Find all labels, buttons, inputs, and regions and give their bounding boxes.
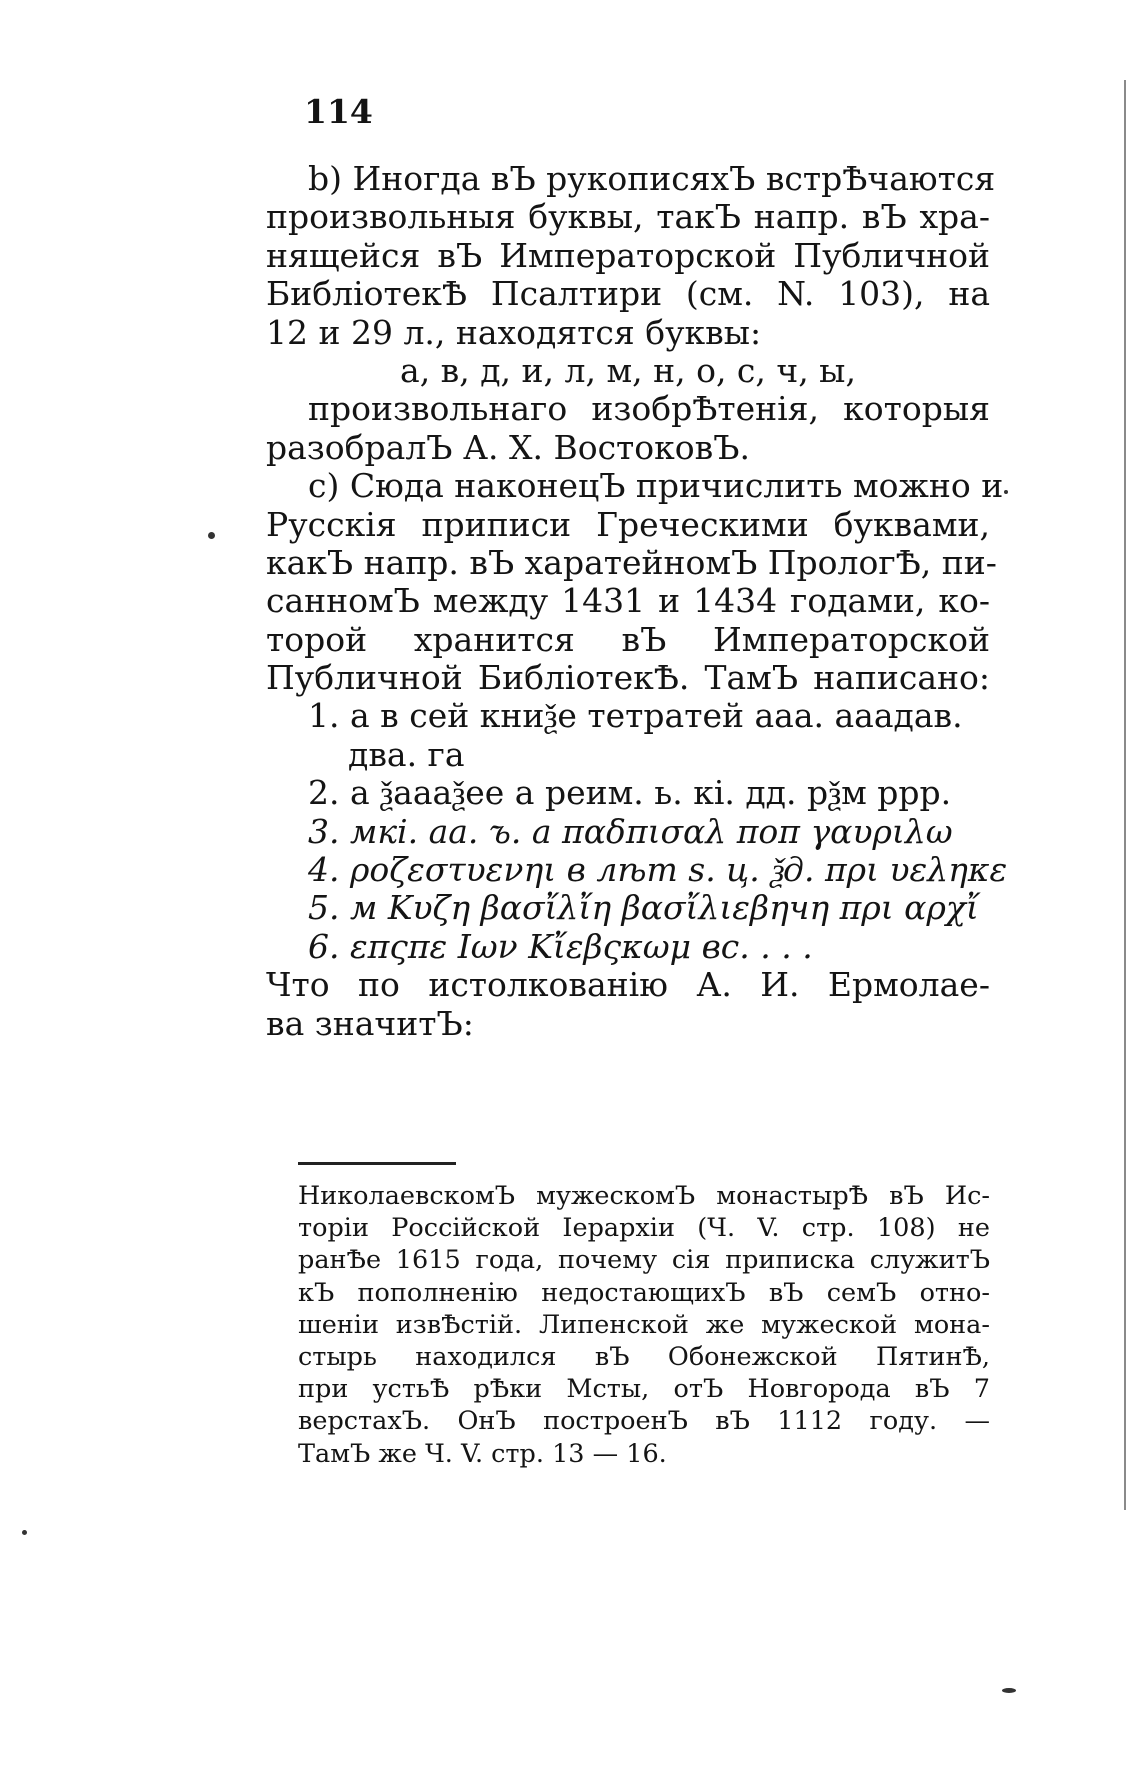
footnote-rule [298, 1162, 456, 1165]
text-line: торой хранится вЪ Императорской [266, 619, 990, 659]
main-text [266, 159, 1008, 1043]
footnote-line: НиколаевскомЪ мужескомЪ монастырѢ вЪ Ис- [298, 1181, 990, 1211]
text-line: Русскiя приписи Греческими буквами, [266, 504, 990, 544]
inscription-line: два. га [348, 734, 465, 774]
inscription-line: 6. επςπε Ιων Κἴεβςκωμ вс. . . . [308, 926, 813, 966]
footnote-line: ранѢе 1615 года, почему сiя приписка служитЪ [298, 1245, 990, 1276]
print-speck [1004, 490, 1008, 494]
inscription-line: 4. ροζεστυενηι в лѣт ѕ. ц. ѯд. πρι υεληκε [308, 850, 1008, 890]
text-line: b) Иногда вЪ рукописяхЪ встрѢчаются [308, 159, 996, 198]
text-line: санномЪ между 1431 и 1434 годами, ко- [266, 581, 990, 621]
inscription-line: 5. м Κυζη βασἴλἴη βασἴλιεβηчη πρι αρχἴ [308, 888, 979, 928]
footnote-line: торiи Россiйской Iерархiи (Ч. V. стр. 108) не [298, 1213, 990, 1244]
text-line: Что по истолкованiю А. И. Ермолае- [266, 965, 990, 1005]
footnote-line: при устьѢ рѢки Мсты, отЪ Новгорода вЪ 7 [298, 1374, 990, 1405]
text-line: произвольнаго изобрѢтенiя, которыя [308, 389, 990, 429]
footnote-line: кЪ пополненiю недостающихЪ вЪ семЪ отно- [298, 1277, 990, 1308]
inscription-line: 2. а ѯаааѯее а реим. ь. кі. дд. рѯм ррр. [308, 773, 952, 813]
letter-list-line: а, в, д, и, л, м, н, о, с, ч, ы, [400, 350, 856, 390]
text-line: ва значитЪ: [266, 1003, 474, 1043]
print-speck [22, 1530, 27, 1535]
text-line: произвольныя буквы, такЪ напр. вЪ хра- [266, 197, 990, 237]
page-number: 114 [304, 92, 373, 131]
footnote-line: верстахЪ. ОнЪ построенЪ вЪ 1112 году. — [298, 1406, 990, 1437]
print-speck [1002, 1688, 1016, 1693]
inscription-line: 3. мкі. аа. ъ. а παδπισαλ ποπ γαυριλω [308, 811, 953, 851]
text-line: нящейся вЪ Императорской Публичной [266, 235, 990, 275]
page-edge-line [1124, 80, 1126, 1510]
text-line: разобралЪ А. Х. ВостоковЪ. [266, 427, 750, 467]
print-speck [208, 532, 215, 539]
footnote-line: ТамЪ же Ч. V. стр. 13 — 16. [298, 1438, 667, 1469]
inscription-line: 1. а в сей книѯе тетратей ааа. ааадав. [308, 696, 963, 736]
text-line: БиблiотекѢ Псалтири (см. N. 103), на [266, 274, 990, 314]
text-line: 12 и 29 л., находятся буквы: [266, 312, 762, 352]
footnote-line: стырь находился вЪ Обонежской ПятинѢ, [298, 1341, 990, 1372]
text-line: какЪ напр. вЪ харатейномЪ ПрологѢ, пи- [266, 542, 997, 582]
text-line: c) Сюда наконецЪ причислить можно и [308, 466, 1004, 506]
footnote-line: шенiи извѢстiй. Липенской же мужеской мона- [298, 1309, 990, 1340]
footnote [298, 1180, 990, 1470]
text-line: Публичной БиблiотекѢ. ТамЪ написано: [266, 658, 990, 698]
